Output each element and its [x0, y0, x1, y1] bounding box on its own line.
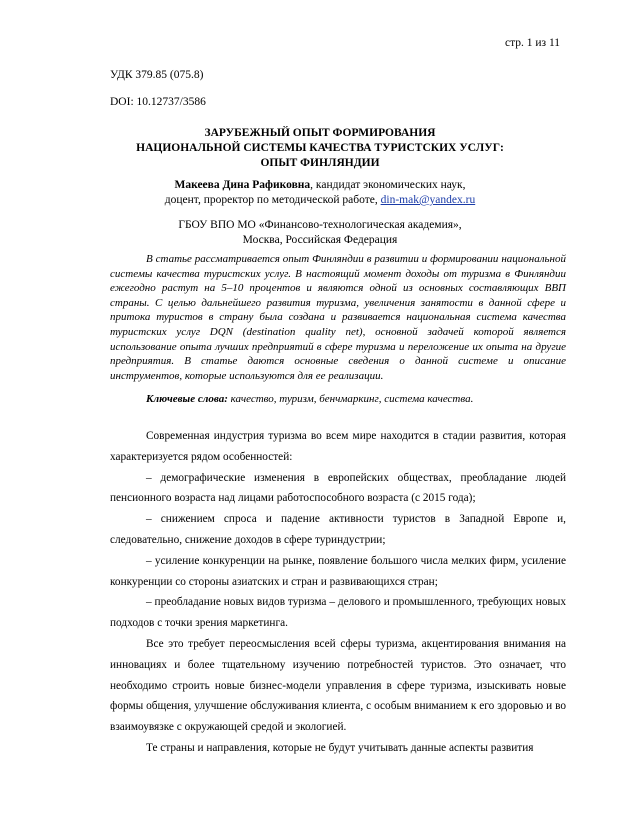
- keywords: [146, 392, 566, 406]
- list-item-1: – демографические изменения в европейских обществах, преобладание людей пенсионного возраста над лицами работоспособного возраста (с 2015 года);: [110, 471, 566, 505]
- author-name: Макеева Дина Рафиковна: [174, 179, 311, 191]
- author-position: доцент, проректор по методической работе,: [164, 194, 381, 206]
- article-title: [80, 126, 560, 171]
- title-line-2: НАЦИОНАЛЬНОЙ СИСТЕМЫ КАЧЕСТВА ТУРИСТСКИХ УСЛУГ:: [136, 142, 504, 154]
- udk-code: УДК 379.85 (075.8): [110, 69, 204, 81]
- organization-location: Москва, Российская Федерация: [242, 234, 398, 246]
- keywords-label: Ключевые слова:: [146, 393, 228, 405]
- keywords-text: качество, туризм, бенчмаркинг, система качества.: [227, 393, 474, 405]
- author-degree: , кандидат экономических наук,: [310, 179, 466, 191]
- body-paragraph-2: Все это требует переосмысления всей сферы туризма, акцентирования внимания на инновациях и более тщательному изучению потребностей туристов. Это означает, что необходимо строить новые бизнес-модели управления в сфере туризма, изыскивать новые формы общения, улучшение обслуживания клиента, с особым вниманием к его здоровью и во взаимоувязке с окружающей средой и экологией.: [110, 637, 566, 734]
- author-block: [80, 178, 560, 208]
- abstract: В статье рассматривается опыт Финляндии в развитии и формировании национальной системы качества туристских услуг. В настоящий момент доходы от туризма в Финляндии ежегодно растут на 5–10 процентов и являются одной из основных составляющих ВВП страны. С целью дальнейшего развития туризма, увеличения занятости в данной сфере и притока туристов в страну была создана и развивается национальная система качества туристских услуг DQN (destination quality net), основной задачей которой является использование опыта лучших предприятий в сфере туризма и переложение их опыта на другие предприятия. В статье даются основные сведения о данной системе и описание инструментов, которые используются для ее реализации.: [110, 253, 566, 382]
- list-item-3: – усиление конкуренции на рынке, появление большого числа мелких фирм, усиление конкуренции со стороны азиатских и стран и развивающихся стран;: [110, 554, 566, 588]
- body-paragraph-1: Современная индустрия туризма во всем мире находится в стадии развития, которая характеризуется рядом особенностей:: [110, 430, 566, 463]
- title-line-3: ОПЫТ ФИНЛЯНДИИ: [260, 157, 380, 169]
- title-line-1: ЗАРУБЕЖНЫЙ ОПЫТ ФОРМИРОВАНИЯ: [204, 127, 436, 139]
- body-paragraph-3: Те страны и направления, которые не будут учитывать данные аспекты развития: [146, 741, 534, 754]
- article-body: [110, 426, 566, 759]
- organization-block: [80, 218, 560, 248]
- list-item-2: – снижением спроса и падение активности туристов в Западной Европе и, следовательно, снижение доходов в сфере туриндустрии;: [110, 513, 566, 546]
- list-item-4: – преобладание новых видов туризма – делового и промышленного, требующих новых подходов с точки зрения маркетинга.: [110, 596, 566, 630]
- page-number: стр. 1 из 11: [505, 37, 561, 49]
- organization-name: ГБОУ ВПО МО «Финансово-технологическая академия»,: [178, 219, 462, 231]
- doi-identifier: DOI: 10.12737/3586: [110, 96, 206, 108]
- author-email-link[interactable]: din-mak@yandex.ru: [380, 194, 476, 206]
